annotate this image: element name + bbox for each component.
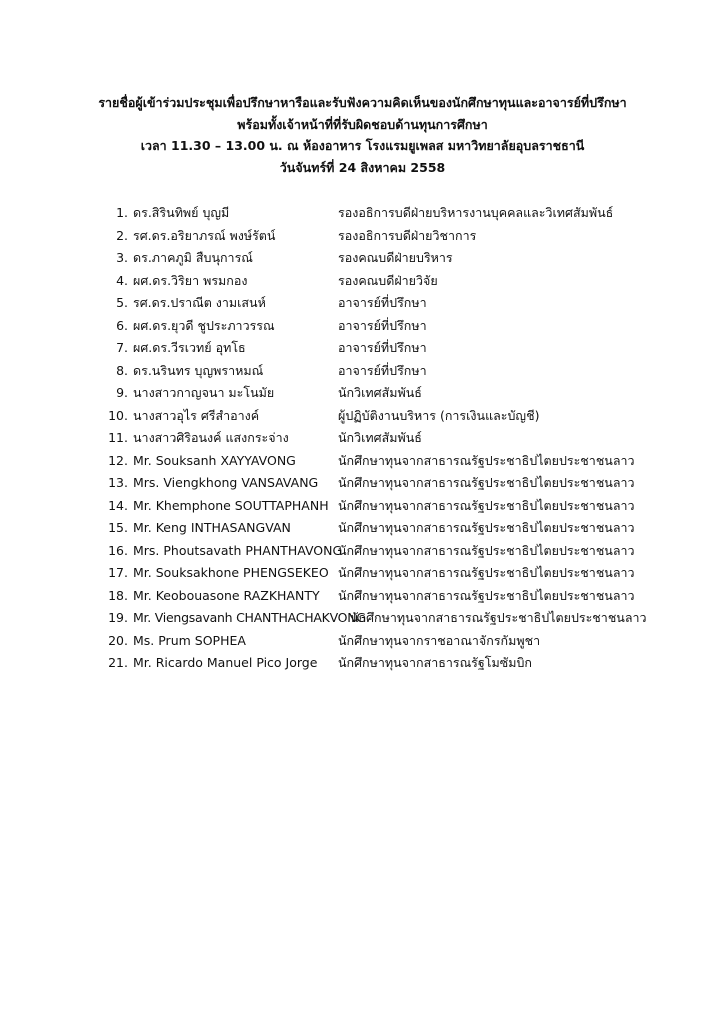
attendee-role: นักศึกษาทุนจากสาธารณรัฐประชาธิปไตยประชาชนลาว bbox=[338, 565, 635, 580]
list-item bbox=[100, 562, 680, 585]
attendee-role: นักศึกษาทุนจากสาธารณรัฐประชาธิปไตยประชาชนลาว bbox=[338, 587, 635, 603]
attendee-name: รศ.ดร.ปราณีต งามเสนห์ bbox=[133, 295, 266, 310]
item-number: 18. bbox=[108, 587, 128, 603]
attendee-name: รศ.ดร.อริยาภรณ์ พงษ์รัตน์ bbox=[133, 227, 276, 243]
item-number: 11. bbox=[108, 430, 128, 445]
list-item bbox=[100, 517, 680, 540]
attendee-role: อาจารย์ที่ปรึกษา bbox=[338, 340, 427, 355]
item-number: 20. bbox=[108, 632, 128, 648]
item-number: 1. bbox=[116, 205, 128, 220]
list-item bbox=[100, 225, 680, 248]
list-item bbox=[100, 247, 680, 270]
attendee-role: นักศึกษาทุนจากสาธารณรัฐประชาธิปไตยประชาชนลาว bbox=[338, 452, 635, 468]
attendee-name: Ms. Prum SOPHEA bbox=[133, 632, 246, 648]
item-number: 19. bbox=[108, 610, 128, 625]
attendee-name: Mrs. Viengkhong VANSAVANG bbox=[133, 475, 319, 490]
item-number: 2. bbox=[116, 227, 128, 243]
attendee-role: นักศึกษาทุนจากสาธารณรัฐประชาธิปไตยประชาชนลาว bbox=[338, 497, 635, 513]
attendee-name: Mrs. Phoutsavath PHANTHAVONG bbox=[133, 542, 343, 558]
attendee-role: นักศึกษาทุนจากสาธารณรัฐประชาธิปไตยประชาชนลาว bbox=[338, 542, 635, 558]
list-item bbox=[100, 202, 680, 225]
attendee-role: นักศึกษาทุนจากสาธารณรัฐประชาธิปไตยประชาชนลาว bbox=[350, 610, 647, 625]
list-item bbox=[100, 652, 680, 675]
attendee-role: อาจารย์ที่ปรึกษา bbox=[338, 362, 427, 378]
attendee-name: ผศ.ดร.วิริยา พรมกอง bbox=[133, 272, 248, 288]
list-item bbox=[100, 427, 680, 450]
list-item bbox=[100, 630, 680, 653]
header-time-venue: เวลา 11.30 – 13.00 น. ณ ห้องอาหาร โรงแรมยูเพลส มหาวิทยาลัยอุบลราชธานี bbox=[140, 138, 585, 153]
item-number: 17. bbox=[108, 565, 128, 580]
list-item bbox=[100, 405, 680, 428]
list-item bbox=[100, 360, 680, 383]
attendee-name: ผศ.ดร.วีรเวทย์ อุทโธ bbox=[133, 340, 246, 355]
list-item bbox=[100, 607, 680, 630]
attendee-name: Mr. Keobouasone RAZKHANTY bbox=[133, 587, 320, 603]
item-number: 7. bbox=[116, 340, 128, 355]
attendee-name: Mr. Souksanh XAYYAVONG bbox=[133, 452, 296, 468]
item-number: 21. bbox=[108, 655, 128, 670]
attendee-name: ดร.นรินทร บุญพราหมณ์ bbox=[133, 362, 264, 378]
attendee-role: นักศึกษาทุนจากสาธารณรัฐโมซัมบิก bbox=[338, 655, 532, 670]
list-item bbox=[100, 495, 680, 518]
document-header bbox=[60, 92, 665, 178]
item-number: 10. bbox=[108, 407, 128, 423]
header-title: รายชื่อผู้เข้าร่วมประชุมเพื่อปรึกษาหารือและรับฟังความคิดเห็นของนักศึกษาทุนและอาจารย์ที่ปรึกษา bbox=[98, 95, 627, 110]
attendee-role: นักศึกษาทุนจากสาธารณรัฐประชาธิปไตยประชาชนลาว bbox=[338, 475, 635, 490]
list-item bbox=[100, 292, 680, 315]
attendee-name: นางสาวกาญจนา มะโนมัย bbox=[133, 385, 275, 400]
attendee-name: Mr. Ricardo Manuel Pico Jorge bbox=[133, 655, 318, 670]
item-number: 9. bbox=[116, 385, 128, 400]
item-number: 8. bbox=[116, 362, 128, 378]
attendee-role: ผู้ปฏิบัติงานบริหาร (การเงินและบัญชี) bbox=[338, 407, 540, 423]
item-number: 13. bbox=[108, 475, 128, 490]
attendee-role: รองคณบดีฝ่ายวิจัย bbox=[338, 272, 438, 288]
header-subtitle: พร้อมทั้งเจ้าหน้าที่ที่รับผิดชอบด้านทุนการศึกษา bbox=[237, 116, 488, 132]
attendee-name: Mr. Souksakhone PHENGSEKEO bbox=[133, 565, 329, 580]
attendee-name: Mr. Khemphone SOUTTAPHANH bbox=[133, 497, 329, 513]
header-date: วันจันทร์ที่ 24 สิงหาคม 2558 bbox=[279, 159, 446, 175]
item-number: 6. bbox=[116, 317, 128, 333]
item-number: 5. bbox=[116, 295, 128, 310]
list-item bbox=[100, 472, 680, 495]
list-item bbox=[100, 540, 680, 563]
item-number: 4. bbox=[116, 272, 128, 288]
attendee-name: ดร.สิรินทิพย์ บุญมี bbox=[133, 205, 230, 220]
item-number: 14. bbox=[108, 497, 128, 513]
list-item bbox=[100, 337, 680, 360]
attendee-role: อาจารย์ที่ปรึกษา bbox=[338, 317, 427, 333]
attendee-name: ผศ.ดร.ยุวดี ชูประภาวรรณ bbox=[133, 317, 275, 333]
list-item bbox=[100, 450, 680, 473]
item-number: 15. bbox=[108, 520, 128, 535]
attendee-role: รองคณบดีฝ่ายบริหาร bbox=[338, 250, 453, 265]
attendee-list bbox=[100, 202, 680, 675]
attendee-role: นักวิเทศสัมพันธ์ bbox=[338, 430, 422, 445]
attendee-role: อาจารย์ที่ปรึกษา bbox=[338, 295, 427, 310]
attendee-name: ดร.ภาคภูมิ สืบนุการณ์ bbox=[133, 250, 253, 265]
attendee-role: นักศึกษาทุนจากสาธารณรัฐประชาธิปไตยประชาชนลาว bbox=[338, 520, 635, 535]
attendee-role: รองอธิการบดีฝ่ายวิชาการ bbox=[338, 227, 477, 243]
attendee-name: Mr. Keng INTHASANGVAN bbox=[133, 520, 291, 535]
attendee-role: นักวิเทศสัมพันธ์ bbox=[338, 385, 422, 400]
attendee-role: รองอธิการบดีฝ่ายบริหารงานบุคคลและวิเทศสัมพันธ์ bbox=[338, 205, 614, 220]
list-item bbox=[100, 585, 680, 608]
attendee-role: นักศึกษาทุนจากราชอาณาจักรกัมพูชา bbox=[338, 632, 541, 648]
list-item bbox=[100, 315, 680, 338]
item-number: 16. bbox=[108, 542, 128, 558]
item-number: 12. bbox=[108, 452, 128, 468]
list-item bbox=[100, 382, 680, 405]
list-item bbox=[100, 270, 680, 293]
attendee-name: นางสาวอุไร ศรีสำอางค์ bbox=[133, 407, 260, 423]
item-number: 3. bbox=[116, 250, 128, 265]
attendee-name: Mr. Viengsavanh CHANTHACHAKVONG bbox=[133, 610, 366, 625]
attendee-name: นางสาวศิริอนงค์ แสงกระจ่าง bbox=[133, 430, 289, 445]
